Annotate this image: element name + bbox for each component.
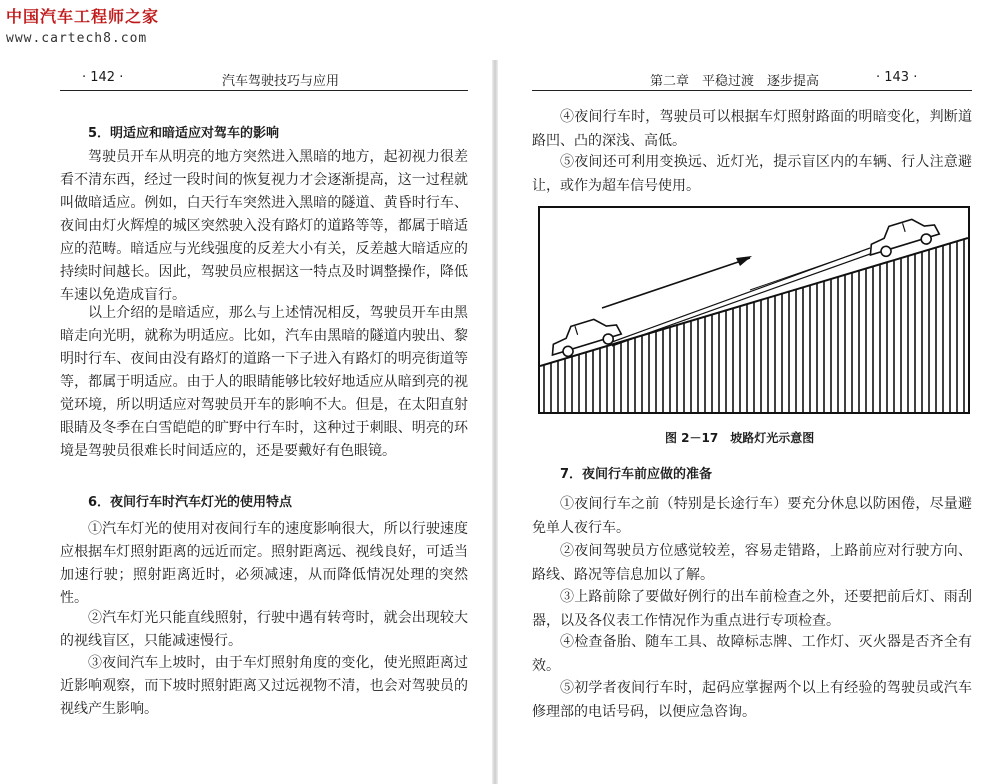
section-6-item-3: ③夜间汽车上坡时，由于车灯照射角度的变化，使光照距离过近影响观察，而下坡时照射距离又过远视物不清，也会对驾驶员的视线产生影响。	[60, 655, 468, 717]
left-running-title: 汽车驾驶技巧与应用	[222, 74, 340, 89]
slope-light-figure	[538, 206, 970, 414]
section-7-item-4: ④检查备胎、随车工具、故障标志牌、工作灯、灭火器是否齐全有效。	[532, 634, 972, 674]
book-gutter	[492, 60, 498, 784]
section-5-paragraph-2: 以上介绍的是暗适应，那么与上述情况相反，驾驶员开车由黑暗走向光明，就称为明适应。比如，汽车由黑暗的隧道内驶出、黎明时行车、夜间由没有路灯的道路一下子进入有路灯的明亮街道等等，都属于明适应。由于人的眼睛能够比较好地适应从暗到亮的视觉环境，所以明适应对驾驶员开车的影响不大。但是，在太阳直射眼睛及冬季在白雪皑皑的旷野中行车时，这种过于刺眼、明亮的环境是驾驶员很难长时间适应的，还是要戴好有色眼镜。	[60, 305, 468, 459]
left-header-rule	[60, 90, 468, 91]
lights-item-4: ④夜间行车时，驾驶员可以根据车灯照射路面的明暗变化，判断道路凹、凸的深浅、高低。	[532, 109, 972, 149]
direction-arrow-line	[602, 258, 750, 308]
section-6-heading: 6．夜间行车时汽车灯光的使用特点	[88, 495, 293, 510]
section-7-item-5: ⑤初学者夜间行车时，起码应掌握两个以上有经验的驾驶员或汽车修理部的电话号码，以便应急咨询。	[532, 680, 972, 720]
slope-hatching	[544, 228, 964, 412]
section-6-item-1: ①汽车灯光的使用对夜间行车的速度影响很大，所以行驶速度应根据车灯照射距离的远近而定。照射距离远、视线良好，可适当加速行驶；照射距离近时，必须减速，从而降低情况处理的突然性。	[60, 521, 468, 606]
right-header-rule	[532, 90, 972, 91]
watermark-title: 中国汽车工程师之家	[6, 7, 160, 26]
section-7-item-1: ①夜间行车之前（特别是长途行车）要充分休息以防困倦，尽量避免单人夜行车。	[532, 496, 972, 536]
right-page-number: · 143 ·	[876, 70, 918, 85]
section-7-heading: 7．夜间行车前应做的准备	[560, 467, 713, 482]
direction-arrow-head	[736, 256, 752, 266]
section-7-item-2: ②夜间驾驶员方位感觉较差，容易走错路，上路前应对行驶方向、路线、路况等信息加以了解。	[532, 543, 972, 583]
right-running-title: 第二章 平稳过渡 逐步提高	[650, 74, 820, 89]
section-6-item-2: ②汽车灯光只能直线照射，行驶中遇有转弯时，就会出现较大的视线盲区，只能减速慢行。	[60, 610, 468, 649]
section-5-heading: 5．明适应和暗适应对驾车的影响	[88, 126, 280, 141]
section-5-paragraph-1: 驾驶员开车从明亮的地方突然进入黑暗的地方，起初视力很差看不清东西，经过一段时间的恢复视力才会逐渐提高，这一过程就叫做暗适应。例如，白天行车突然进入黑暗的隧道、黄昏时行车、夜间由灯火辉煌的城区突然驶入没有路灯的道路等等，都属于暗适应的范畴。暗适应与光线强度的反差大小有关，反差越大暗适应的持续时间越长。因此，驾驶员应根据这一特点及时调整操作，降低车速以免造成盲行。	[60, 149, 468, 303]
lights-item-5: ⑤夜间还可利用变换远、近灯光，提示盲区内的车辆、行人注意避让，或作为超车信号使用。	[532, 154, 972, 194]
left-page-number: · 142 ·	[82, 70, 124, 85]
section-7-item-3: ③上路前除了要做好例行的出车前检查之外，还要把前后灯、雨刮器，以及各仪表工作情况作为重点进行专项检查。	[532, 589, 972, 629]
watermark-url: www.cartech8.com	[6, 31, 148, 46]
figure-caption: 图 2－17 坡路灯光示意图	[665, 431, 815, 445]
slope-light-diagram	[540, 208, 968, 412]
